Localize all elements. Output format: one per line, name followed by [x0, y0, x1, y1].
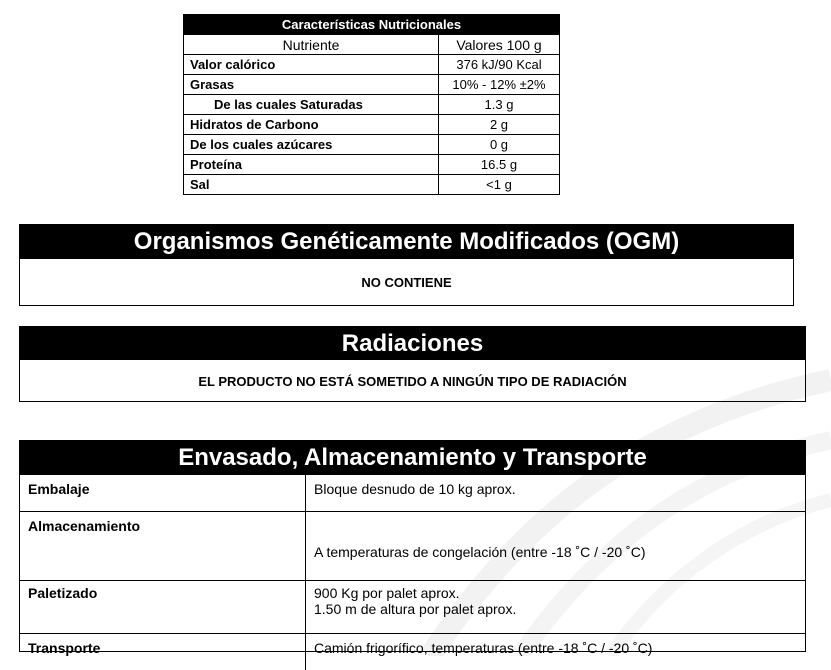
packaging-value: Bloque desnudo de 10 kg aprox.: [306, 475, 806, 512]
nutrient-label: Valor calórico: [184, 55, 439, 75]
nutrient-label: De los cuales azúcares: [184, 135, 439, 155]
packaging-table: [20, 474, 805, 670]
nutrient-value: 0 g: [439, 135, 560, 155]
table-row: [184, 55, 560, 75]
nutrient-label: Hidratos de Carbono: [184, 115, 439, 135]
nutrition-header-row: [184, 35, 560, 55]
table-row: [184, 135, 560, 155]
nutrient-value: 1.3 g: [439, 95, 560, 115]
packaging-label: Paletizado: [20, 581, 306, 634]
table-row: [20, 634, 805, 670]
nutrient-value: 16.5 g: [439, 155, 560, 175]
table-row: [184, 75, 560, 95]
radiation-title: Radiaciones: [20, 327, 805, 360]
packaging-label: Embalaje: [20, 475, 306, 512]
packaging-label: Transporte: [20, 634, 306, 670]
nutrition-title: Características Nutricionales: [184, 15, 560, 35]
nutrient-label: Sal: [184, 175, 439, 195]
table-row: [20, 581, 805, 634]
nutrient-value: 10% - 12% ±2%: [439, 75, 560, 95]
table-row: [20, 475, 805, 512]
table-row: [184, 175, 560, 195]
column-header-values: Valores 100 g: [439, 35, 560, 55]
table-row: [184, 155, 560, 175]
table-row: [20, 512, 805, 581]
column-header-nutrient: Nutriente: [184, 35, 439, 55]
nutrient-label: Proteína: [184, 155, 439, 175]
packaging-value-line: 1.50 m de altura por palet aprox.: [314, 601, 797, 617]
packaging-label: Almacenamiento: [20, 512, 306, 581]
packaging-value-line: 900 Kg por palet aprox.: [314, 585, 797, 601]
nutrition-table: [183, 14, 560, 195]
packaging-value: Camión frigorífico, temperaturas (entre -18 ˚C / -20 ˚C): [306, 634, 806, 670]
packaging-value: [306, 581, 806, 634]
radiation-text: EL PRODUCTO NO ESTÁ SOMETIDO A NINGÚN TIPO DE RADIACIÓN: [20, 360, 805, 402]
nutrient-label: Grasas: [184, 75, 439, 95]
nutrient-label: De las cuales Saturadas: [184, 95, 439, 115]
table-row: [184, 95, 560, 115]
ogm-text: NO CONTIENE: [20, 259, 793, 305]
radiation-section: [19, 326, 806, 402]
ogm-title: Organismos Genéticamente Modificados (OGM): [20, 225, 793, 259]
nutrient-value: <1 g: [439, 175, 560, 195]
table-row: [184, 115, 560, 135]
nutrient-value: 376 kJ/90 Kcal: [439, 55, 560, 75]
nutrition-title-row: [184, 15, 560, 35]
packaging-title: Envasado, Almacenamiento y Transporte: [20, 441, 805, 474]
ogm-section: [19, 224, 794, 306]
packaging-section: [19, 440, 806, 652]
nutrient-value: 2 g: [439, 115, 560, 135]
packaging-value: A temperaturas de congelación (entre -18 ˚C / -20 ˚C): [306, 512, 806, 581]
